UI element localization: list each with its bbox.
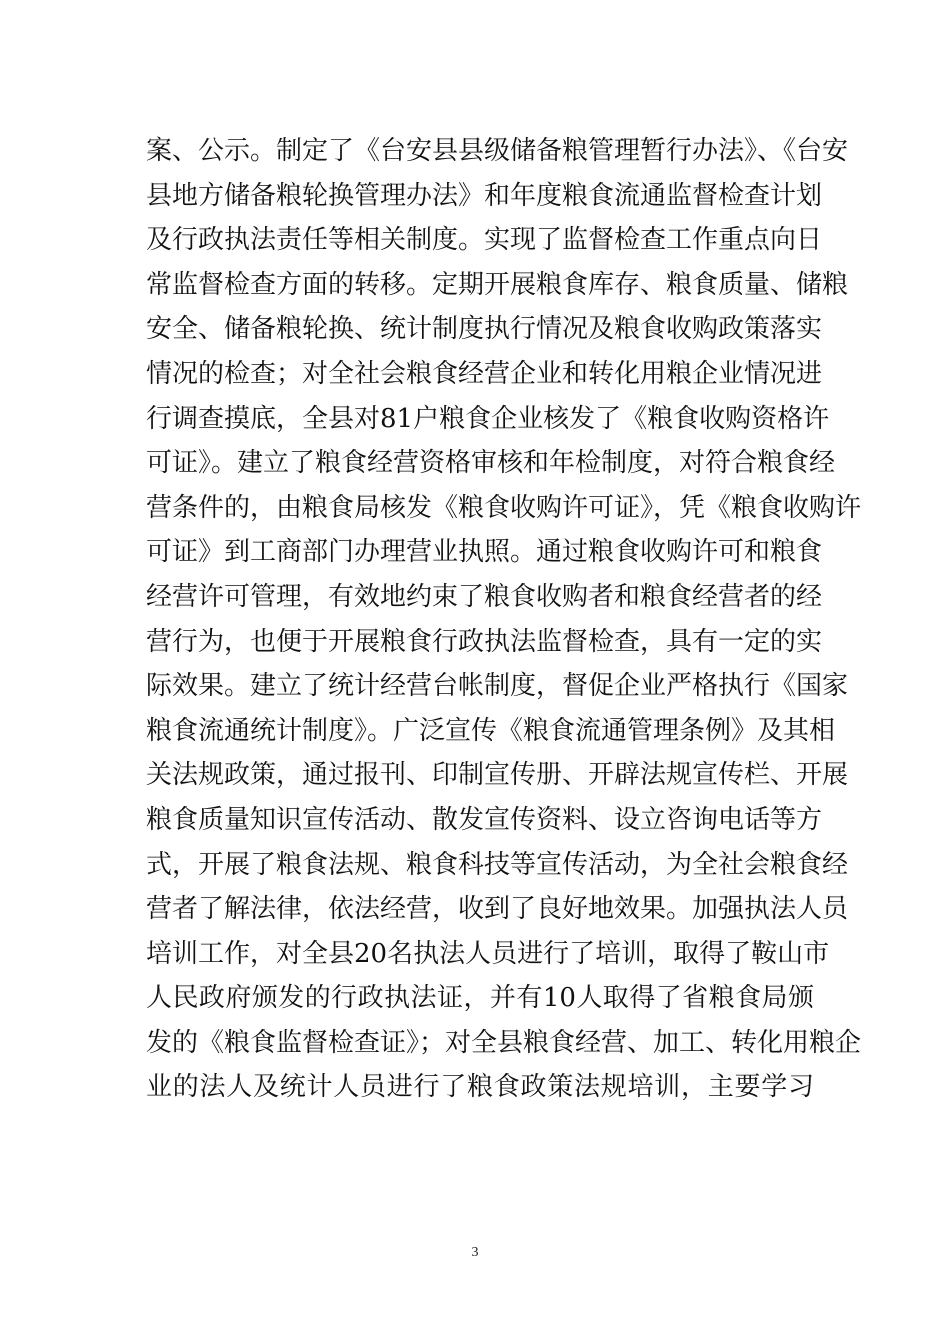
text-line: 发的《粮食监督检查证》；对全县粮食经营、加工、转化用粮企 [146,1027,862,1058]
text-line: 粮食流通统计制度》。广泛宣传《粮食流通管理条例》及其相 [146,715,836,746]
text-line: 可证》到工商部门办理营业执照。通过粮食收购许可和粮食 [146,537,823,568]
text-line: 营条件的，由粮食局核发《粮食收购许可证》，凭《粮食收购许 [146,492,862,523]
text-line: 常监督检查方面的转移。定期开展粮食库存、粮食质量、储粮 [146,269,849,300]
page-number: 3 [471,1245,479,1260]
text-line: 经营许可管理，有效地约束了粮食收购者和粮食经营者的经 [146,581,823,612]
text-line: 安全、储备粮轮换、统计制度执行情况及粮食收购政策落实 [146,314,823,345]
text-line: 际效果。建立了统计经营台帐制度，督促企业严格执行《国家 [146,671,849,702]
text-line: 培训工作，对全县20名执法人员进行了培训，取得了鞍山市 [146,938,830,969]
text-line: 式，开展了粮食法规、粮食科技等宣传活动，为全社会粮食经 [146,849,849,880]
text-line: 人民政府颁发的行政执法证，并有10人取得了省粮食局颁 [146,983,814,1014]
text-line: 及行政执法责任等相关制度。实现了监督检查工作重点向日 [146,225,823,256]
body-paragraph [146,129,862,1110]
text-line: 营行为，也便于开展粮食行政执法监督检查，具有一定的实 [146,626,823,657]
text-line: 营者了解法律，依法经营，收到了良好地效果。加强执法人员 [146,894,849,925]
text-line: 关法规政策，通过报刊、印制宣传册、开辟法规宣传栏、开展 [146,760,849,791]
text-line: 粮食质量知识宣传活动、散发宣传资料、设立咨询电话等方 [146,804,823,835]
text-line: 行调查摸底，全县对81户粮食企业核发了《粮食收购资格许 [146,403,830,434]
text-line: 情况的检查；对全社会粮食经营企业和转化用粮企业情况进 [146,358,823,389]
text-line: 县地方储备粮轮换管理办法》和年度粮食流通监督检查计划 [146,180,823,211]
text-line: 业的法人及统计人员进行了粮食政策法规培训，主要学习 [146,1072,814,1103]
text-line: 案、公示。制定了《台安县县级储备粮管理暂行办法》、《台安 [146,136,849,166]
text-line: 可证》。建立了粮食经营资格审核和年检制度，对符合粮食经 [146,448,836,479]
